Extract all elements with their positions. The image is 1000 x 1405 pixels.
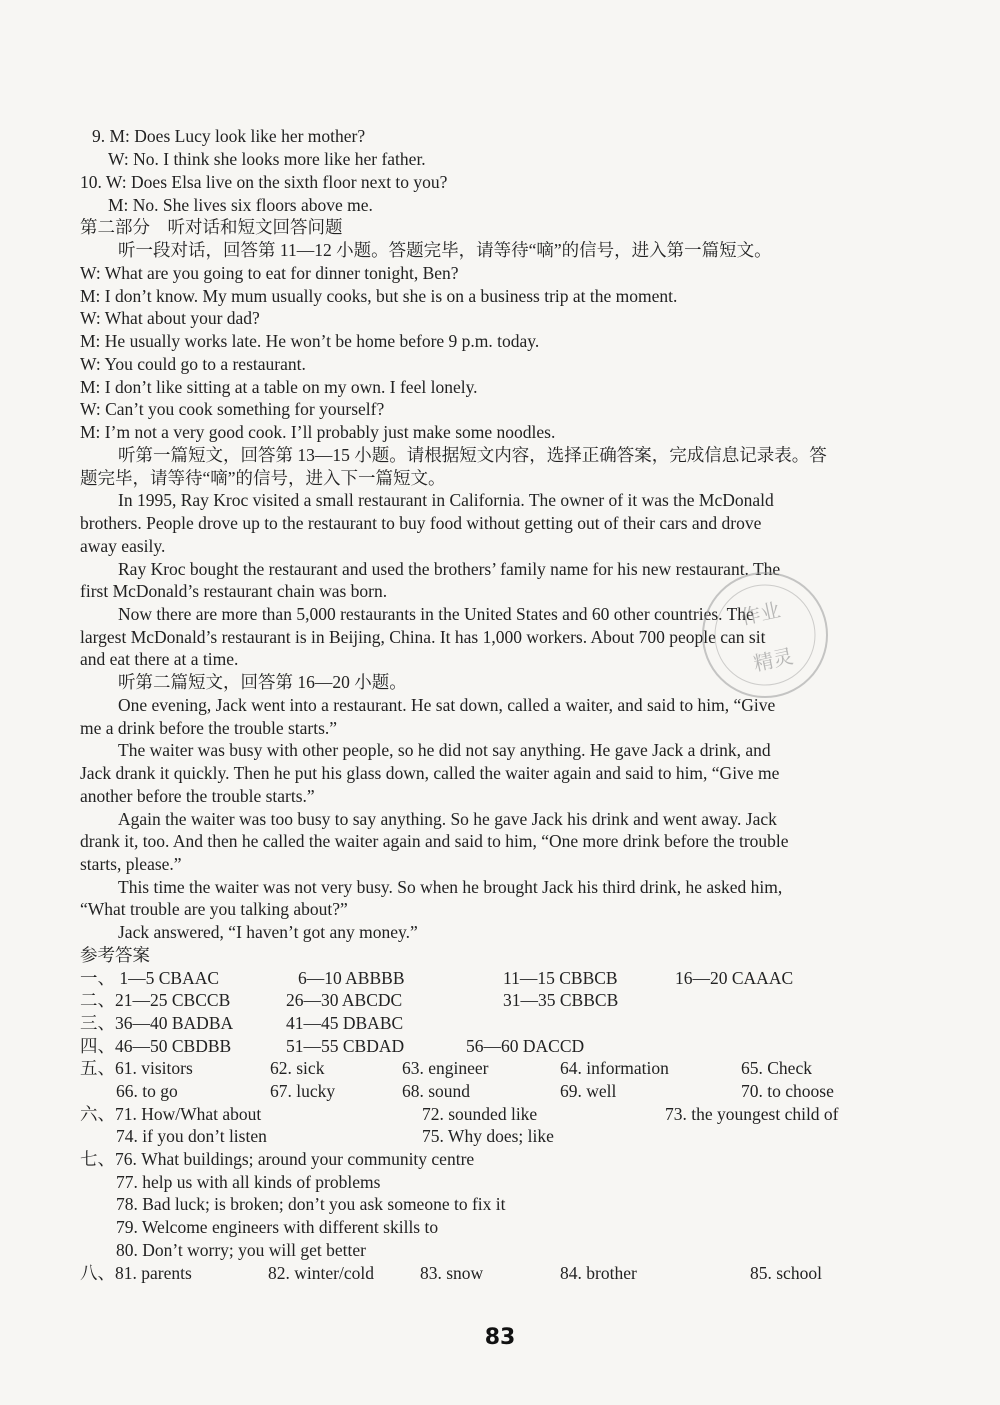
answer-row — [80, 1216, 940, 1238]
answer-item: 77. help us with all kinds of problems — [116, 1172, 381, 1192]
answer-item: 64. information — [560, 1058, 669, 1078]
answer-row — [80, 1125, 940, 1147]
answer-item: 73. the youngest child of — [665, 1104, 839, 1124]
answer-row — [80, 1262, 940, 1284]
stamp-text-top: 作业 — [738, 597, 783, 630]
script-line: M: I’m not a very good cook. I’ll probably just make some noodles. — [80, 422, 556, 442]
answer-group: 四、46—50 CBDBB — [80, 1036, 232, 1056]
instruction-line: 听第二篇短文，回答第 16—20 小题。 — [118, 672, 407, 692]
answer-group: 6—10 ABBBB — [298, 968, 405, 988]
passage-line: and eat there at a time. — [80, 649, 239, 669]
answer-group: 56—60 DACCD — [466, 1036, 585, 1056]
answer-item: 五、61. visitors — [80, 1058, 193, 1078]
answer-row — [80, 1103, 940, 1125]
answer-item: 63. engineer — [402, 1058, 489, 1078]
answer-item: 79. Welcome engineers with different skills to — [116, 1217, 439, 1237]
answer-item: 70. to choose — [741, 1081, 834, 1101]
passage-line: first McDonald’s restaurant chain was born. — [80, 581, 388, 601]
answer-row — [80, 1193, 940, 1215]
script-line: W: Can’t you cook something for yourself? — [80, 399, 385, 419]
answer-row — [80, 1057, 940, 1079]
passage-line: Ray Kroc bought the restaurant and used the brothers’ family name for his new restaurant. The — [118, 559, 781, 579]
passage-line: This time the waiter was not very busy. So when he brought Jack his third drink, he asked him, — [118, 877, 783, 897]
script-line: M: I don’t know. My mum usually cooks, but she is on a business trip at the moment. — [80, 286, 678, 306]
passage-line: Now there are more than 5,000 restaurants in the United States and 60 other countries. The — [118, 604, 754, 624]
answer-item: 67. lucky — [270, 1081, 336, 1101]
answer-group: 一、 1—5 CBAAC — [80, 968, 220, 988]
answer-item: 66. to go — [116, 1081, 178, 1101]
script-line: 10. W: Does Elsa live on the sixth floor next to you? — [80, 172, 448, 192]
answer-row — [80, 1239, 940, 1261]
watermark-stamp — [690, 560, 840, 710]
answer-row — [80, 1035, 940, 1057]
answer-item: 75. Why does; like — [422, 1126, 554, 1146]
answer-item: 85. school — [750, 1263, 822, 1283]
script-line: W: You could go to a restaurant. — [80, 354, 306, 374]
passage-line: Again the waiter was too busy to say anything. So he gave Jack his drink and went away. Jack — [118, 809, 777, 829]
passage-line: drank it, too. And then he called the waiter again and said to him, “One more drink before the trouble — [80, 831, 789, 851]
section-heading: 第二部分 听对话和短文回答问题 — [80, 217, 343, 237]
instruction-line: 听一段对话，回答第 11—12 小题。答题完毕，请等待“嘀”的信号，进入第一篇短文。 — [118, 240, 772, 260]
answer-item: 78. Bad luck; is broken; don’t you ask someone to fix it — [116, 1194, 506, 1214]
script-line: M: I don’t like sitting at a table on my own. I feel lonely. — [80, 377, 478, 397]
instruction-line: 听第一篇短文，回答第 13—15 小题。请根据短文内容，选择正确答案，完成信息记录表。答 — [118, 445, 827, 465]
script-line: M: He usually works late. He won’t be home before 9 p.m. today. — [80, 331, 540, 351]
answer-row — [80, 1012, 940, 1034]
answer-group: 41—45 DBABC — [286, 1013, 404, 1033]
passage-line: Jack drank it quickly. Then he put his glass down, called the waiter again and said to him, “Give me — [80, 763, 780, 783]
answer-item: 84. brother — [560, 1263, 637, 1283]
script-line: W: What about your dad? — [80, 308, 260, 328]
passage-line: The waiter was busy with other people, so he did not say anything. He gave Jack a drink, and — [118, 740, 771, 760]
passage-line: another before the trouble starts.” — [80, 786, 315, 806]
passage-line: In 1995, Ray Kroc visited a small restaurant in California. The owner of it was the McDonald — [118, 490, 774, 510]
answer-item: 74. if you don’t listen — [116, 1126, 267, 1146]
answer-item: 八、81. parents — [80, 1263, 192, 1283]
passage-line: brothers. People drove up to the restaurant to buy food without getting out of their cars and drove — [80, 513, 762, 533]
passage-line: away easily. — [80, 536, 166, 556]
script-line: W: What are you going to eat for dinner tonight, Ben? — [80, 263, 459, 283]
answer-item: 80. Don’t worry; you will get better — [116, 1240, 366, 1260]
passage-line: starts, please.” — [80, 854, 182, 874]
script-line: W: No. I think she looks more like her father. — [108, 149, 426, 169]
answer-row — [80, 1171, 940, 1193]
answer-group: 16—20 CAAAC — [675, 968, 794, 988]
answer-item: 72. sounded like — [422, 1104, 538, 1124]
answer-item: 69. well — [560, 1081, 617, 1101]
answer-group: 11—15 CBBCB — [503, 968, 618, 988]
answer-item: 68. sound — [402, 1081, 471, 1101]
page-number: 83 — [484, 1325, 516, 1350]
answer-row — [80, 989, 940, 1011]
answer-item: 82. winter/cold — [268, 1263, 374, 1283]
passage-line: largest McDonald’s restaurant is in Beijing, China. It has 1,000 workers. About 700 people can sit — [80, 627, 766, 647]
stamp-text-bottom: 精灵 — [751, 643, 796, 676]
script-line: 9. M: Does Lucy look like her mother? — [92, 126, 366, 146]
answer-row — [80, 967, 940, 989]
answer-item: 六、71. How/What about — [80, 1104, 262, 1124]
script-line: M: No. She lives six floors above me. — [108, 195, 373, 215]
answer-group: 三、36—40 BADBA — [80, 1013, 234, 1033]
answer-group: 51—55 CBDAD — [286, 1036, 405, 1056]
answer-group: 31—35 CBBCB — [503, 990, 619, 1010]
passage-line: One evening, Jack went into a restaurant. He sat down, called a waiter, and said to him, “Give — [118, 695, 776, 715]
answers-title: 参考答案 — [80, 945, 150, 965]
answer-item: 62. sick — [270, 1058, 325, 1078]
answer-row — [80, 1080, 940, 1102]
answer-group: 二、21—25 CBCCB — [80, 990, 231, 1010]
passage-line: me a drink before the trouble starts.” — [80, 718, 338, 738]
answer-item: 七、76. What buildings; around your community centre — [80, 1149, 475, 1169]
answer-group: 26—30 ABCDC — [286, 990, 403, 1010]
answer-item: 65. Check — [741, 1058, 812, 1078]
answer-item: 83. snow — [420, 1263, 484, 1283]
answer-row — [80, 1148, 940, 1170]
passage-line: Jack answered, “I haven’t got any money.” — [118, 922, 418, 942]
passage-line: “What trouble are you talking about?” — [80, 899, 348, 919]
instruction-line: 题完毕，请等待“嘀”的信号，进入下一篇短文。 — [80, 468, 446, 488]
